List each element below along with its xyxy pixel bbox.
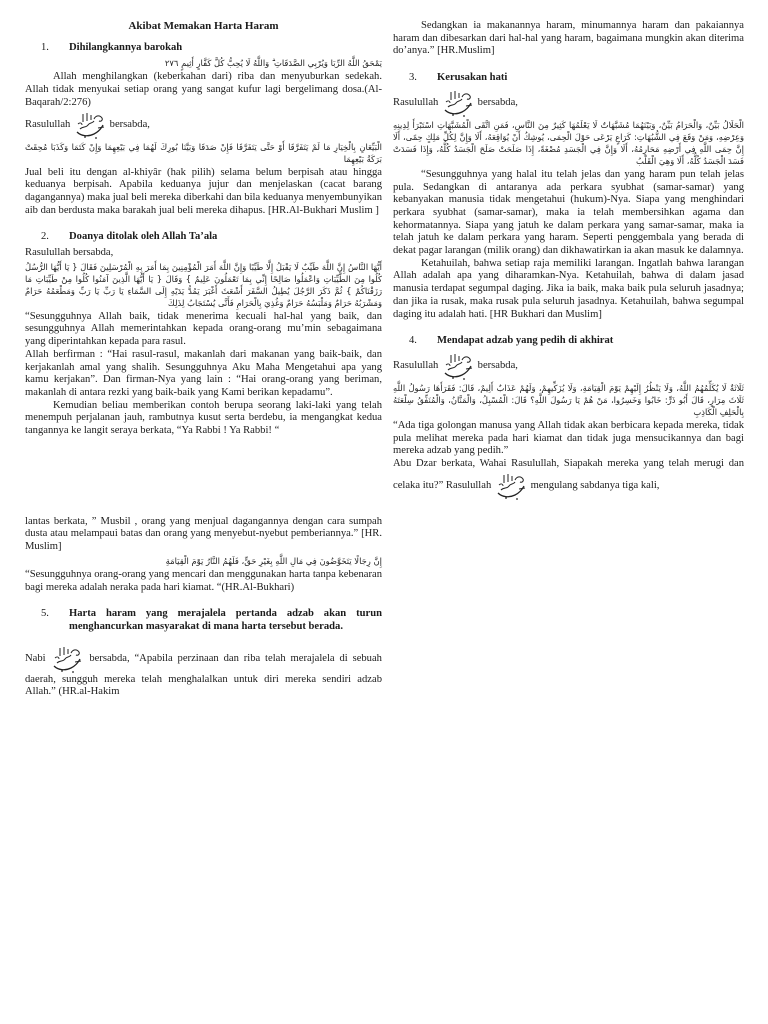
- section-2-translation-4: lantas berkata, ” Musbil , orang yang menjual dagangannya dengan cara sumpah dusta atau melampaui batas dan orang yang menyebut-nyebut pemberiannya.” [HR. Muslim]: [25, 515, 382, 553]
- section-2-rasul-line: [25, 247, 382, 260]
- rasulullah-label: Rasulullah: [393, 359, 439, 371]
- section-5-title: Harta haram yang merajalela pertanda adzab akan turun menghancurkan masyarakat di mana harta tersebut berada.: [69, 608, 382, 632]
- section-3-number: 3.: [409, 72, 417, 84]
- section-3-translation-2: Ketahuilah, bahwa setiap raja memiliki larangan. Ingatlah bahwa larangan Allah adalah apa yang diharamkan-Nya. Ketahuilah, bahwa di dalam jasad manusia terdapat segumpal daging. Jika ia baik, maka baik pula seluruh jasadnya; dan jika ia rusak, maka rusak pula seluruh jasadnya. Ketahuilah, bahwa segumpal daging itu adalah hati. [HR Bukhari dan Muslim]: [393, 257, 744, 320]
- section-3-heading: [393, 72, 744, 85]
- section-5-number: 5.: [41, 608, 49, 620]
- section-5-heading: [25, 608, 382, 633]
- section-1-translation: Allah menghilangkan (keberkahan dari) riba dan menyuburkan sedekah. Allah tidak menyukai setiap orang yang sangat kufur lagi bergelimang dosa.(Al-Baqarah/2:276): [25, 71, 382, 108]
- bersabda-label: bersabda,: [72, 247, 114, 259]
- section-4-rasul-line: [393, 351, 744, 381]
- bersabda-label: bersabda,: [477, 96, 518, 108]
- section-2-translation-5: “Sesungguhnya orang-orang yang mencari dan menggunakan harta tanpa kebenaran bagi mereka adalah neraka pada hari kiamat. “(HR.Al-Bukhari): [25, 568, 382, 593]
- section-3-translation-1: “Sesungguhnya yang halal itu telah jelas dan yang haram pun telah jelas pula. Sedangkan di antaranya ada perkara syubhat (samar-samar) yang kebanyakan manusia tidak mengetahui (hukum)-Nya. Siapa yang menghindari perkara syubhat (samar-samar), maka ia telah membersihkan agama dan kehormatannya. Siapa yang jatuh ke dalam perkara yang samar-samar, maka ia telah jatuh ke dalam perkara yang haram. Seperti penggembala yang berada di dekat pagar larangan (milik orang) dan dikhawatirkan ia akan masuk ke dalamnya.: [393, 168, 744, 257]
- rasulullah-label: Rasulullah: [393, 96, 439, 108]
- section-2-arabic-hadith-2: إِنَّ رِجَالًا يَتَخَوَّضُونَ فِي مَالِ اللَّهِ بِغَيْرِ حَقٍّ، فَلَهُمُ النَّارُ يَوْمَ الْقِيَامَةِ: [165, 555, 382, 566]
- section-2-heading: [25, 231, 382, 244]
- rasulullah-label: Rasulullah: [25, 118, 71, 130]
- section-4-translation-1: “Ada tiga golongan manusa yang Allah tidak akan berbicara kepada mereka, tidak pula melihat mereka pada hari kiamat dan tidak juga mensucikannya dan bagi mereka adzab yang pedih.”: [393, 419, 744, 457]
- section-5-hadith: [25, 644, 382, 699]
- section-2-translation-1: “Sesungguhnya Allah baik, tidak menerima kecuali hal-hal yang baik, dan sesungguhnya Allah memerintahkan kepada orang-orang mu’min sebagaimana yang diperintahkan kepada para rasul.: [25, 310, 382, 348]
- section-4-translation-2a: Abu Dzar berkata, Wahai Rasulullah, Siapakah mereka yang telah merugi dan celaka itu?” Rasulullah: [393, 458, 744, 491]
- document-title: Akibat Memakan Harta Haram: [128, 20, 279, 32]
- section-4-title: Mendapat adzab yang pedih di akhirat: [437, 335, 614, 347]
- section-2-continuation: Sedangkan ia makanannya haram, minumannya haram dan pakaiannya haram dan dibesarkan dari hal-hal yang haram, bagaimana mungkin akan diterima do’anya.” [HR.Muslim]: [393, 20, 744, 57]
- section-2-title: Doanya ditolak oleh Allah Ta’ala: [69, 231, 218, 243]
- section-2-translation-2: Allah berfirman : “Hai rasul-rasul, makanlah dari makanan yang baik-baik, dan kerjakanlah amal yang shalih. Sesungguhnya Aku Maha Mengetahui apa yang kamu kerjakan”. Dan firman-Nya yang lain : “Hai orang-orang yang beriman, makanlah di antara rezki yang baik-baik yang Kami berikan kepadamu”.: [25, 348, 382, 398]
- section-5-translation: bersabda, “Apabila perzinaan dan riba telah merajalela di sebuah daerah, sungguh mereka telah menghalalkan untuk diri mereka sendiri adzab Allah.” (HR.al-Hakim: [25, 652, 382, 698]
- section-1-arabic-verse: يَمْحَقُ اللَّهُ الرِّبَا وَيُرْبِي الصَّدَقَاتِ ۗ وَاللَّهُ لَا يُحِبُّ كُلَّ كَفَّارٍ أَثِيمٍ ٢٧٦: [164, 58, 382, 69]
- section-4-heading: [393, 335, 744, 348]
- saw-calligraphy-icon: [442, 351, 474, 381]
- rasulullah-label: Rasulullah: [25, 247, 71, 259]
- saw-calligraphy-icon: [442, 88, 474, 118]
- section-2-translation-3: Kemudian beliau memberikan contoh berupa seorang laki-laki yang telah menempuh perjalanan jauh, rambutnya kusut serta berdebu, ia mengangkat kedua tangannya ke langit seraya berkata, “Ya Rabbi ! Ya Rabbi! “: [25, 399, 382, 437]
- section-1-arabic-hadith: الْبَيِّعَانِ بِالْخِيَارِ مَا لَمْ يَتَفَرَّقَا أَوْ حَتَّى يَتَفَرَّقَا فَإِنْ صَدَقَا وَبَيَّنَا بُورِكَ لَهُمَا فِي بَيْعِهِمَا وَإِنْ كَتَمَا وَكَذَبَا مُحِقَتْ بَرَكَةُ بَيْعِهِمَا: [25, 141, 382, 164]
- section-3-rasul-line: [393, 88, 744, 118]
- section-1-hadith-translation: Jual beli itu dengan al-khiyâr (hak pilih) selama belum berpisah atau hingga keduanya berpisah. Apabila keduanya jujur dan menjelaskan (cacat barang dagangannya) maka jual beli mereka diberkahi dan bila keduanya menyembunyikan aib dan berdusta maka barakah jual beli mereka dihapus. [HR.Al-Bukhari Muslim ]: [25, 166, 382, 216]
- section-2-arabic-hadith: أَيُّهَا النَّاسُ إِنَّ اللَّهَ طَيِّبٌ لَا يَقْبَلُ إِلَّا طَيِّبًا وَإِنَّ اللَّهَ أَمَرَ الْمُؤْمِنِينَ بِمَا أَمَرَ بِهِ الْمُرْسَلِينَ فَقَالَ { يَا أَيُّهَا الرُّسُلُ كُلُوا مِنَ الطَّيِّبَاتِ وَاعْمَلُوا صَالِحًا إِنِّي بِمَا تَعْمَلُونَ عَلِيمٌ } وَقَالَ { يَا أَيُّهَا الَّذِينَ آمَنُوا كُلُوا مِنْ طَيِّبَاتِ مَا رَزَقْنَاكُمْ } ثُمَّ ذَكَرَ الرَّجُلَ يُطِيلُ السَّفَرَ أَشْعَثَ أَغْبَرَ يَمُدُّ يَدَيْهِ إِلَى السَّمَاءِ يَا رَبِّ يَا رَبِّ وَمَطْعَمُهُ حَرَامٌ وَمَشْرَبُهُ حَرَامٌ وَمَلْبَسُهُ حَرَامٌ وَغُذِيَ بِالْحَرَامِ فَأَنَّى يُسْتَجَابُ لِذَلِكَ: [25, 261, 382, 308]
- bersabda-label: bersabda,: [109, 118, 150, 130]
- saw-calligraphy-icon: [74, 110, 106, 140]
- bersabda-label: bersabda,: [477, 359, 518, 371]
- section-4-number: 4.: [409, 335, 417, 347]
- section-3-arabic-hadith: الْحَلَالُ بَيِّنٌ، وَالْحَرَامُ بَيِّنٌ، وَبَيْنَهُمَا مُشَبَّهَاتٌ لَا يَعْلَمُهَا كَثِيرٌ مِنَ النَّاسِ، فَمَنِ اتَّقَى الْمُشَبَّهَاتِ اسْتَبْرَأَ لِدِينِهِ وَعِرْضِهِ، وَمَنْ وَقَعَ فِي الشُّبُهَاتِ: كَرَاعٍ يَرْعَى حَوْلَ الْحِمَى، يُوشِكُ أَنْ يُوَاقِعَهُ، أَلَا وَإِنَّ لِكُلِّ مَلِكٍ حِمًى، أَلَا إِنَّ حِمَى اللَّهِ فِي أَرْضِهِ مَحَارِمُهُ، أَلَا وَإِنَّ فِي الْجَسَدِ مُضْغَةً، إِذَا صَلَحَتْ صَلَحَ الْجَسَدُ كُلُّهُ، وَإِذَا فَسَدَتْ فَسَدَ الْجَسَدُ كُلُّهُ، أَلَا وَهِيَ الْقَلْبُ: [393, 119, 744, 166]
- right-column: [393, 20, 744, 501]
- saw-calligraphy-icon: [495, 471, 527, 501]
- section-4-arabic-hadith: ثَلَاثَةٌ لَا يُكَلِّمُهُمُ اللَّهُ، وَلَا يَنْظُرُ إِلَيْهِمْ يَوْمَ الْقِيَامَةِ، وَلَا يُزَكِّيهِمْ، وَلَهُمْ عَذَابٌ أَلِيمٌ، قَالَ: فَقَرَأَهَا رَسُولُ اللَّهِ ثَلَاثَ مِرَارٍ، قَالَ أَبُو ذَرٍّ: خَابُوا وَخَسِرُوا، مَنْ هُمْ يَا رَسُولَ اللَّهِ؟ قَالَ: الْمُسْبِلُ، وَالْمَنَّانُ، وَالْمُنَفِّقُ سِلْعَتَهُ بِالْحَلِفِ الْكَاذِبِ: [393, 382, 744, 417]
- section-3-title: Kerusakan hati: [437, 72, 508, 84]
- section-1-number: 1.: [41, 41, 49, 53]
- section-1-heading: [25, 42, 382, 55]
- saw-calligraphy-icon: [51, 644, 83, 674]
- section-1-rasul-line: [25, 110, 382, 140]
- section-1-title: Dihilangkannya barokah: [69, 41, 183, 53]
- section-2-number: 2.: [41, 231, 49, 243]
- nabi-label: Nabi: [25, 652, 46, 664]
- left-column: [25, 20, 382, 699]
- section-4-translation-2: [393, 458, 744, 501]
- section-4-translation-2b: mengulang sabdanya tiga kali,: [530, 479, 660, 491]
